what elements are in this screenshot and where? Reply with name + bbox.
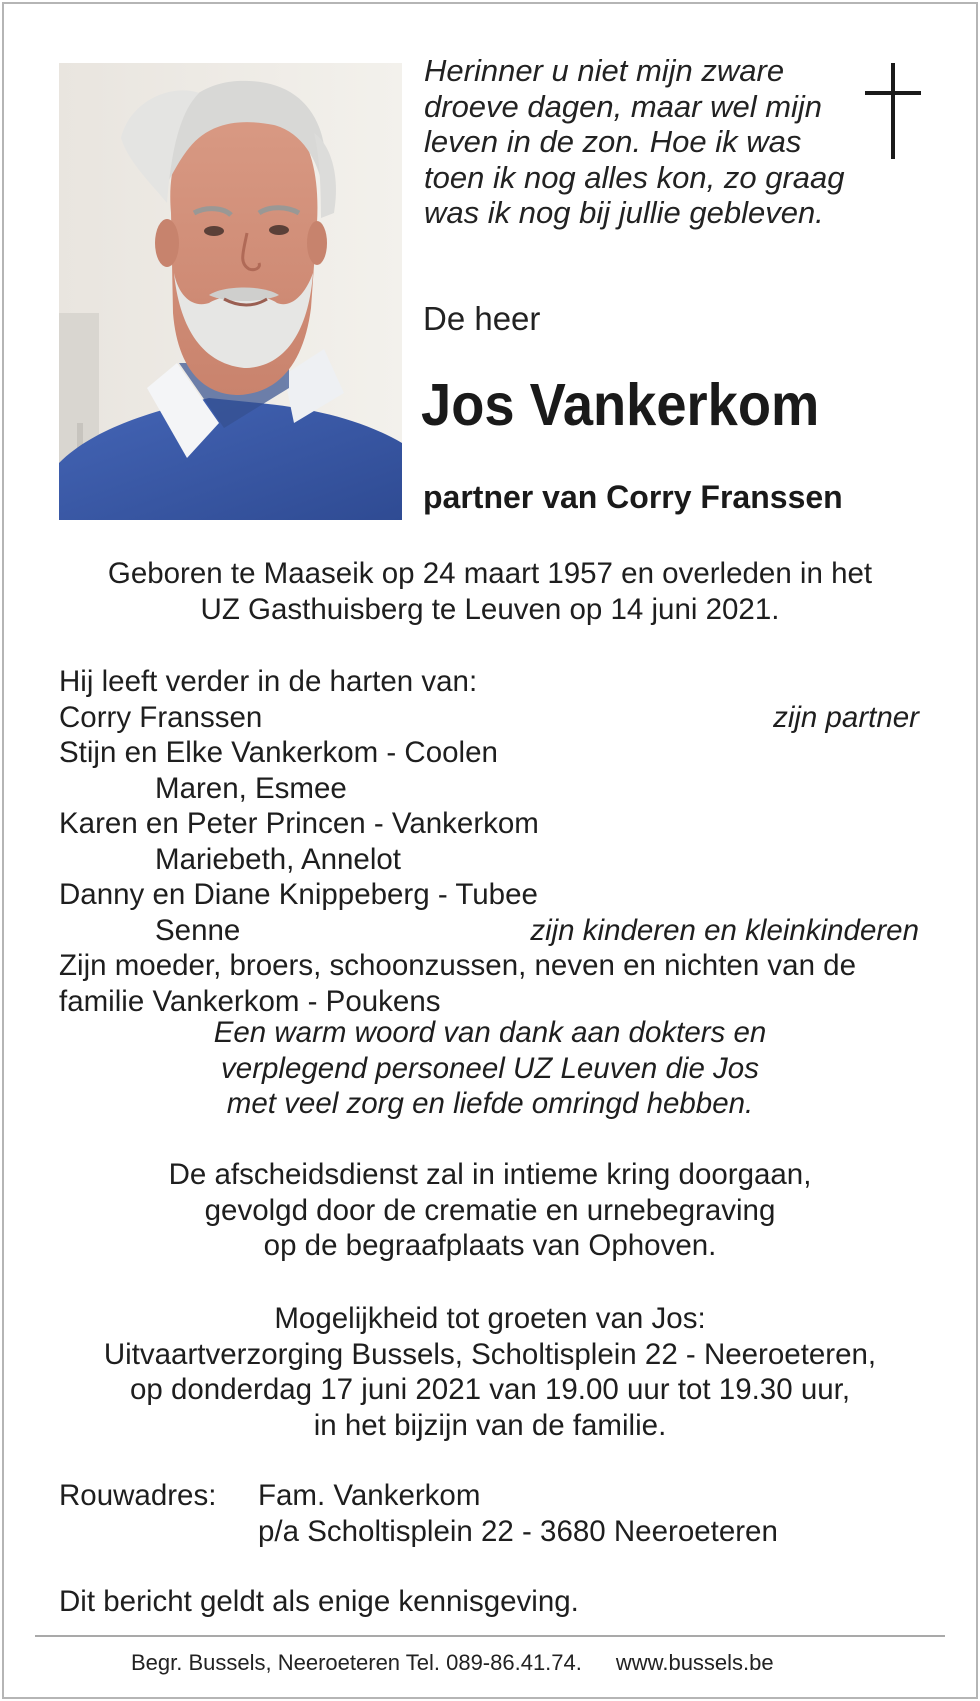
grandchildren-names: Senne [155, 913, 241, 947]
address-label: Rouwadres: [59, 1479, 217, 1512]
verse-line: leven in de zon. Hoe ik was [424, 124, 802, 159]
mourning-address [59, 1478, 778, 1549]
list-item [59, 877, 919, 913]
birth-line: Geboren te Maaseik op 24 maart 1957 en overleden in het [107, 557, 873, 590]
memorial-verse [424, 53, 864, 231]
visitation-line: in het bijzijn van de familie. [313, 1408, 667, 1442]
death-line: UZ Gasthuisberg te Leuven op 14 juni 2021. [200, 592, 780, 626]
verse-line: Herinner u niet mijn zware [424, 53, 785, 88]
verse-line: droeve dagen, maar wel mijn [424, 88, 823, 124]
mourner-relation: zijn partner [773, 700, 919, 734]
funeral-home-info: Begr. Bussels, Neeroeteren Tel. 089-86.41.74. [131, 1650, 582, 1675]
service-info [40, 1157, 940, 1264]
grandchildren-names: Maren, Esmee [155, 771, 347, 805]
thanks-line: met veel zorg en liefde omringd hebben. [226, 1087, 754, 1120]
list-item [59, 806, 919, 842]
mourner-relation: zijn kinderen en kleinkinderen [530, 913, 919, 947]
verse-line: toen ik nog alles kon, zo graag [424, 159, 845, 195]
website-link[interactable]: www.bussels.be [615, 1650, 774, 1675]
list-item [59, 842, 919, 878]
mourner-name: Karen en Peter Princen - Vankerkom [59, 807, 539, 840]
list-item [59, 735, 919, 771]
visitation-line: Uitvaartverzorging Bussels, Scholtisplein 22 - Neeroeteren, [103, 1337, 877, 1371]
birth-death-info [40, 556, 940, 627]
deceased-name: Jos Vankerkom [421, 372, 820, 438]
mourner-name: Corry Franssen [59, 700, 263, 734]
list-item [59, 700, 919, 736]
family-line: Zijn moeder, broers, schoonzussen, neven en nichten van de [59, 949, 856, 982]
honorific: De heer [423, 300, 541, 337]
visitation-info [40, 1301, 940, 1443]
thanks-line: verplegend personeel UZ Leuven die Jos [221, 1051, 759, 1085]
footer-divider [35, 1635, 945, 1637]
mourners-list [59, 664, 919, 1019]
list-item [59, 771, 919, 807]
grandchildren-names: Mariebeth, Annelot [155, 842, 401, 876]
family-line: familie Vankerkom - Poukens [59, 984, 441, 1018]
mourner-name: Stijn en Elke Vankerkom - Coolen [59, 736, 498, 769]
thanks-line: Een warm woord van dank aan dokters en [213, 1016, 767, 1049]
portrait-photo [59, 63, 402, 520]
service-line: op de begraafplaats van Ophoven. [263, 1229, 717, 1262]
service-line: gevolgd door de crematie en urnebegraving [204, 1193, 776, 1227]
list-item [59, 913, 919, 949]
visitation-line: Mogelijkheid tot groeten van Jos: [274, 1302, 706, 1335]
verse-line: was ik nog bij jullie gebleven. [424, 195, 824, 230]
notice-text: Dit bericht geldt als enige kennisgeving. [59, 1585, 579, 1618]
visitation-line: op donderdag 17 juni 2021 van 19.00 uur tot 19.30 uur, [129, 1373, 851, 1406]
address-line-1: Fam. Vankerkom [258, 1479, 481, 1512]
footer [131, 1650, 774, 1676]
mourner-name: Danny en Diane Knippeberg - Tubee [59, 878, 538, 911]
mourners-intro: Hij leeft verder in de harten van: [59, 665, 478, 698]
address-line-2: p/a Scholtisplein 22 - 3680 Neeroeteren [258, 1514, 778, 1548]
partner-line: partner van Corry Franssen [423, 479, 843, 515]
service-line: De afscheidsdienst zal in intieme kring doorgaan, [168, 1158, 812, 1191]
cross-icon [865, 63, 921, 159]
thanks-message [40, 1015, 940, 1122]
